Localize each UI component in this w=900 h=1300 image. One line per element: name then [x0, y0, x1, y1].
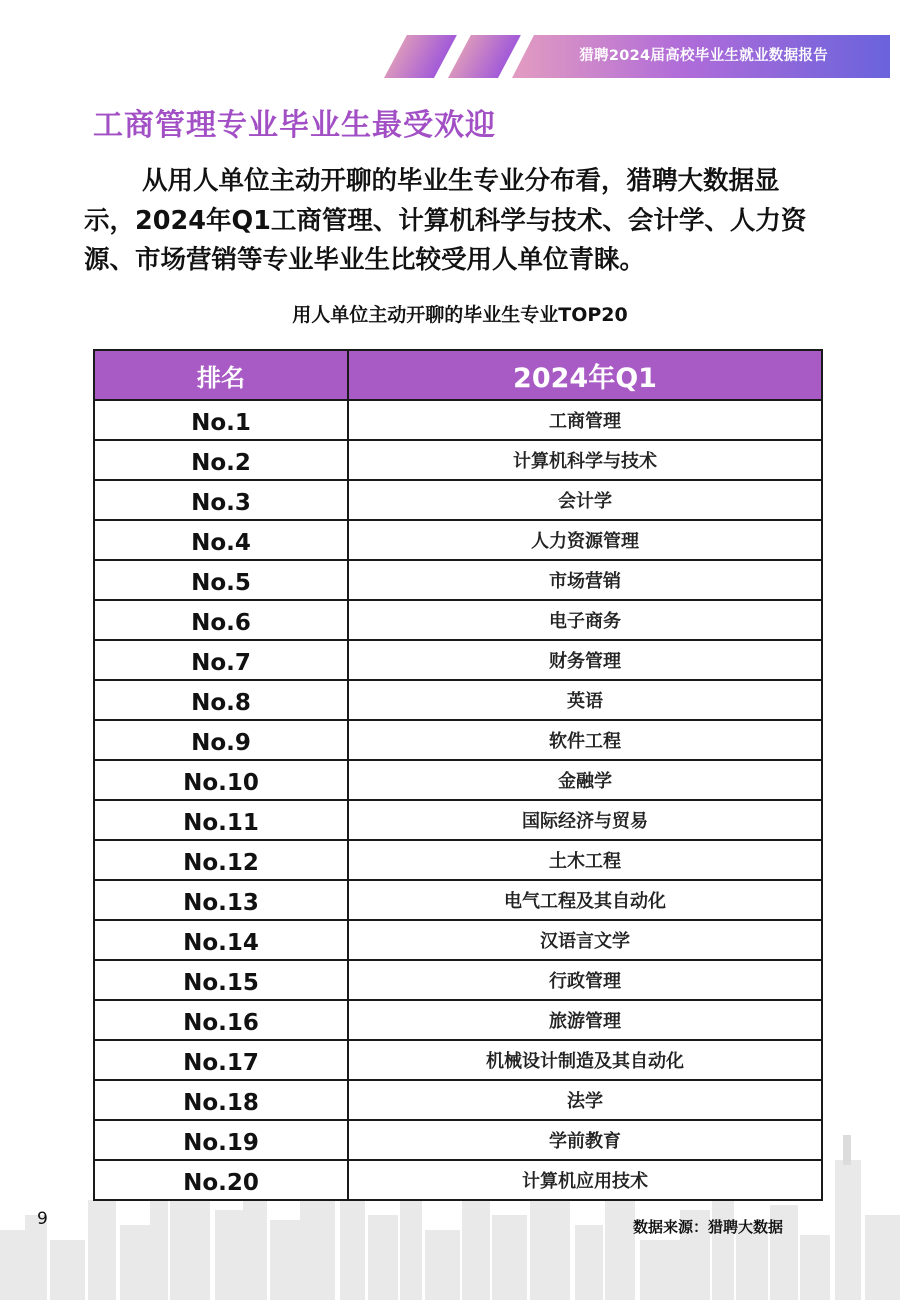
- major-cell: 英语: [348, 680, 822, 720]
- major-cell: 旅游管理: [348, 1000, 822, 1040]
- rank-cell: No.4: [94, 520, 348, 560]
- table-row: [94, 960, 822, 1000]
- major-cell: 国际经济与贸易: [348, 800, 822, 840]
- rank-cell: No.8: [94, 680, 348, 720]
- column-header-rank: 排名: [94, 350, 348, 400]
- rank-cell: No.3: [94, 480, 348, 520]
- rank-cell: No.20: [94, 1160, 348, 1200]
- table-row: [94, 440, 822, 480]
- rank-cell: No.12: [94, 840, 348, 880]
- major-cell: 金融学: [348, 760, 822, 800]
- rank-cell: No.5: [94, 560, 348, 600]
- rank-cell: No.2: [94, 440, 348, 480]
- data-source: 数据来源：猎聘大数据: [633, 1218, 784, 1236]
- major-cell: 学前教育: [348, 1120, 822, 1160]
- major-cell: 会计学: [348, 480, 822, 520]
- page-number: 9: [37, 1209, 48, 1229]
- rank-cell: No.14: [94, 920, 348, 960]
- report-title: 猎聘2024届高校毕业生就业数据报告: [579, 48, 828, 64]
- table-row: [94, 1120, 822, 1160]
- major-cell: 法学: [348, 1080, 822, 1120]
- rank-cell: No.9: [94, 720, 348, 760]
- rank-cell: No.11: [94, 800, 348, 840]
- rank-cell: No.13: [94, 880, 348, 920]
- table-row: [94, 520, 822, 560]
- section-heading: 工商管理专业毕业生最受欢迎: [93, 108, 496, 143]
- major-cell: 机械设计制造及其自动化: [348, 1040, 822, 1080]
- rank-cell: No.7: [94, 640, 348, 680]
- banner-stripe: [448, 35, 521, 78]
- banner-stripe: [384, 35, 457, 78]
- table-row: [94, 560, 822, 600]
- table-body: [94, 400, 822, 1200]
- major-cell: 电子商务: [348, 600, 822, 640]
- table-row: [94, 1000, 822, 1040]
- table-row: [94, 720, 822, 760]
- table-row: [94, 400, 822, 440]
- table-row: [94, 760, 822, 800]
- table-row: [94, 840, 822, 880]
- column-header-period: 2024年Q1: [348, 350, 822, 400]
- table-row: [94, 920, 822, 960]
- rank-cell: No.6: [94, 600, 348, 640]
- table-row: [94, 1160, 822, 1200]
- major-cell: 行政管理: [348, 960, 822, 1000]
- major-cell: 人力资源管理: [348, 520, 822, 560]
- major-cell: 计算机应用技术: [348, 1160, 822, 1200]
- major-ranking-table: [93, 349, 823, 1201]
- table-caption: 用人单位主动开聊的毕业生专业TOP20: [292, 304, 628, 326]
- table-row: [94, 640, 822, 680]
- table-row: [94, 1040, 822, 1080]
- major-cell: 财务管理: [348, 640, 822, 680]
- rank-cell: No.1: [94, 400, 348, 440]
- rank-cell: No.16: [94, 1000, 348, 1040]
- major-cell: 软件工程: [348, 720, 822, 760]
- rank-cell: No.17: [94, 1040, 348, 1080]
- rank-cell: No.15: [94, 960, 348, 1000]
- table-row: [94, 680, 822, 720]
- rank-cell: No.18: [94, 1080, 348, 1120]
- header-banner: [370, 35, 890, 78]
- major-cell: 市场营销: [348, 560, 822, 600]
- major-cell: 电气工程及其自动化: [348, 880, 822, 920]
- major-cell: 土木工程: [348, 840, 822, 880]
- table-row: [94, 1080, 822, 1120]
- table-header-row: [94, 350, 822, 400]
- intro-paragraph: 从用人单位主动开聊的毕业生专业分布看，猎聘大数据显示，2024年Q1工商管理、计算机科学与技术、会计学、人力资源、市场营销等专业毕业生比较受用人单位青睐。: [84, 166, 807, 275]
- table-row: [94, 480, 822, 520]
- rank-cell: No.10: [94, 760, 348, 800]
- major-cell: 汉语言文学: [348, 920, 822, 960]
- major-cell: 计算机科学与技术: [348, 440, 822, 480]
- table-row: [94, 880, 822, 920]
- table-row: [94, 800, 822, 840]
- rank-cell: No.19: [94, 1120, 348, 1160]
- table-row: [94, 600, 822, 640]
- major-cell: 工商管理: [348, 400, 822, 440]
